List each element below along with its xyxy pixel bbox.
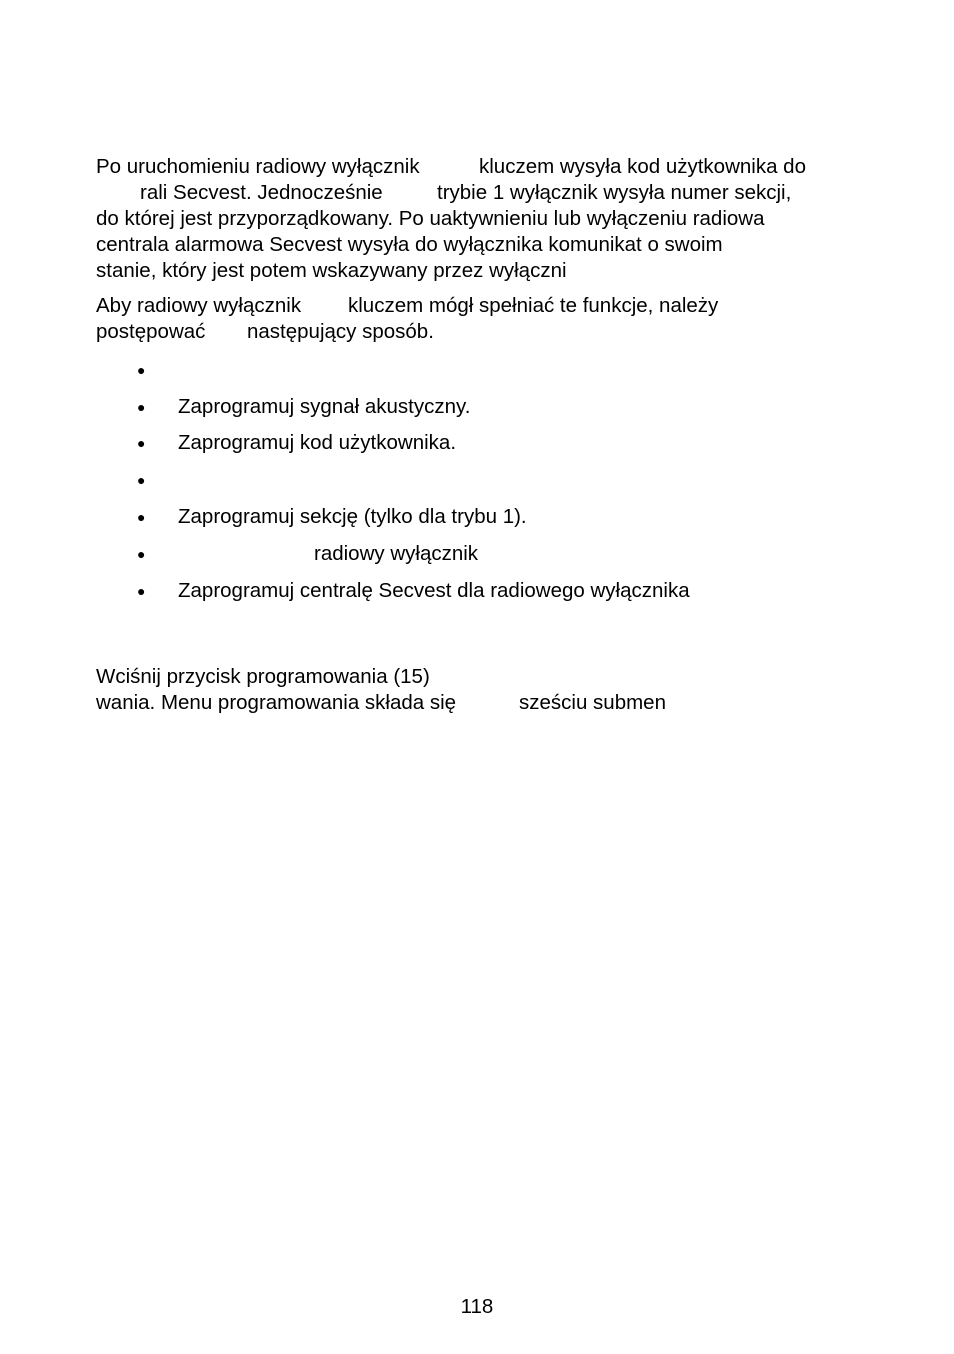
paragraph1-line1b: kluczem wysyła kod użytkownika do — [479, 155, 806, 178]
paragraph1-line1: Po uruchomieniu radiowy wyłącznik — [96, 155, 420, 178]
page-number: 118 — [460, 1295, 494, 1318]
list-bullet: ● — [137, 472, 146, 488]
paragraph2-line1b: kluczem mógł spełniać te funkcje, należy — [348, 294, 719, 317]
list-item: Zaprogramuj sygnał akustyczny. — [178, 395, 471, 418]
list-bullet: ● — [137, 509, 146, 525]
list-bullet: ● — [137, 399, 146, 415]
paragraph1-line4: centrala alarmowa Secvest wysyła do wyłącznika komunikat o swoim — [96, 233, 723, 256]
paragraph1-line3: do której jest przyporządkowany. Po uaktywnieniu lub wyłączeniu radiowa — [96, 207, 765, 230]
paragraph2-line1: Aby radiowy wyłącznik — [96, 294, 302, 317]
list-item: Zaprogramuj centralę Secvest dla radiowego wyłącznika — [178, 579, 690, 602]
list-item: Zaprogramuj sekcję (tylko dla trybu 1). — [178, 505, 527, 528]
paragraph3-line2: wania. Menu programowania składa się — [96, 691, 457, 714]
paragraph3-line1: Wciśnij przycisk programowania (15) — [96, 665, 430, 688]
list-bullet: ● — [137, 362, 146, 378]
paragraph2-line2b: następujący sposób. — [247, 320, 434, 343]
list-item: radiowy wyłącznik — [314, 542, 479, 565]
list-item: Zaprogramuj kod użytkownika. — [178, 431, 457, 454]
list-bullet: ● — [137, 546, 146, 562]
list-bullet: ● — [137, 583, 146, 599]
paragraph1-line2: rali Secvest. Jednocześnie — [140, 181, 383, 204]
paragraph1-line2b: trybie 1 wyłącznik wysyła numer sekcji, — [437, 181, 792, 204]
paragraph2-line2: postępować — [96, 320, 206, 343]
paragraph1-line5: stanie, który jest potem wskazywany przez wyłączni — [96, 259, 567, 282]
list-bullet: ● — [137, 435, 146, 451]
paragraph3-line2b: sześciu submen — [519, 691, 666, 714]
